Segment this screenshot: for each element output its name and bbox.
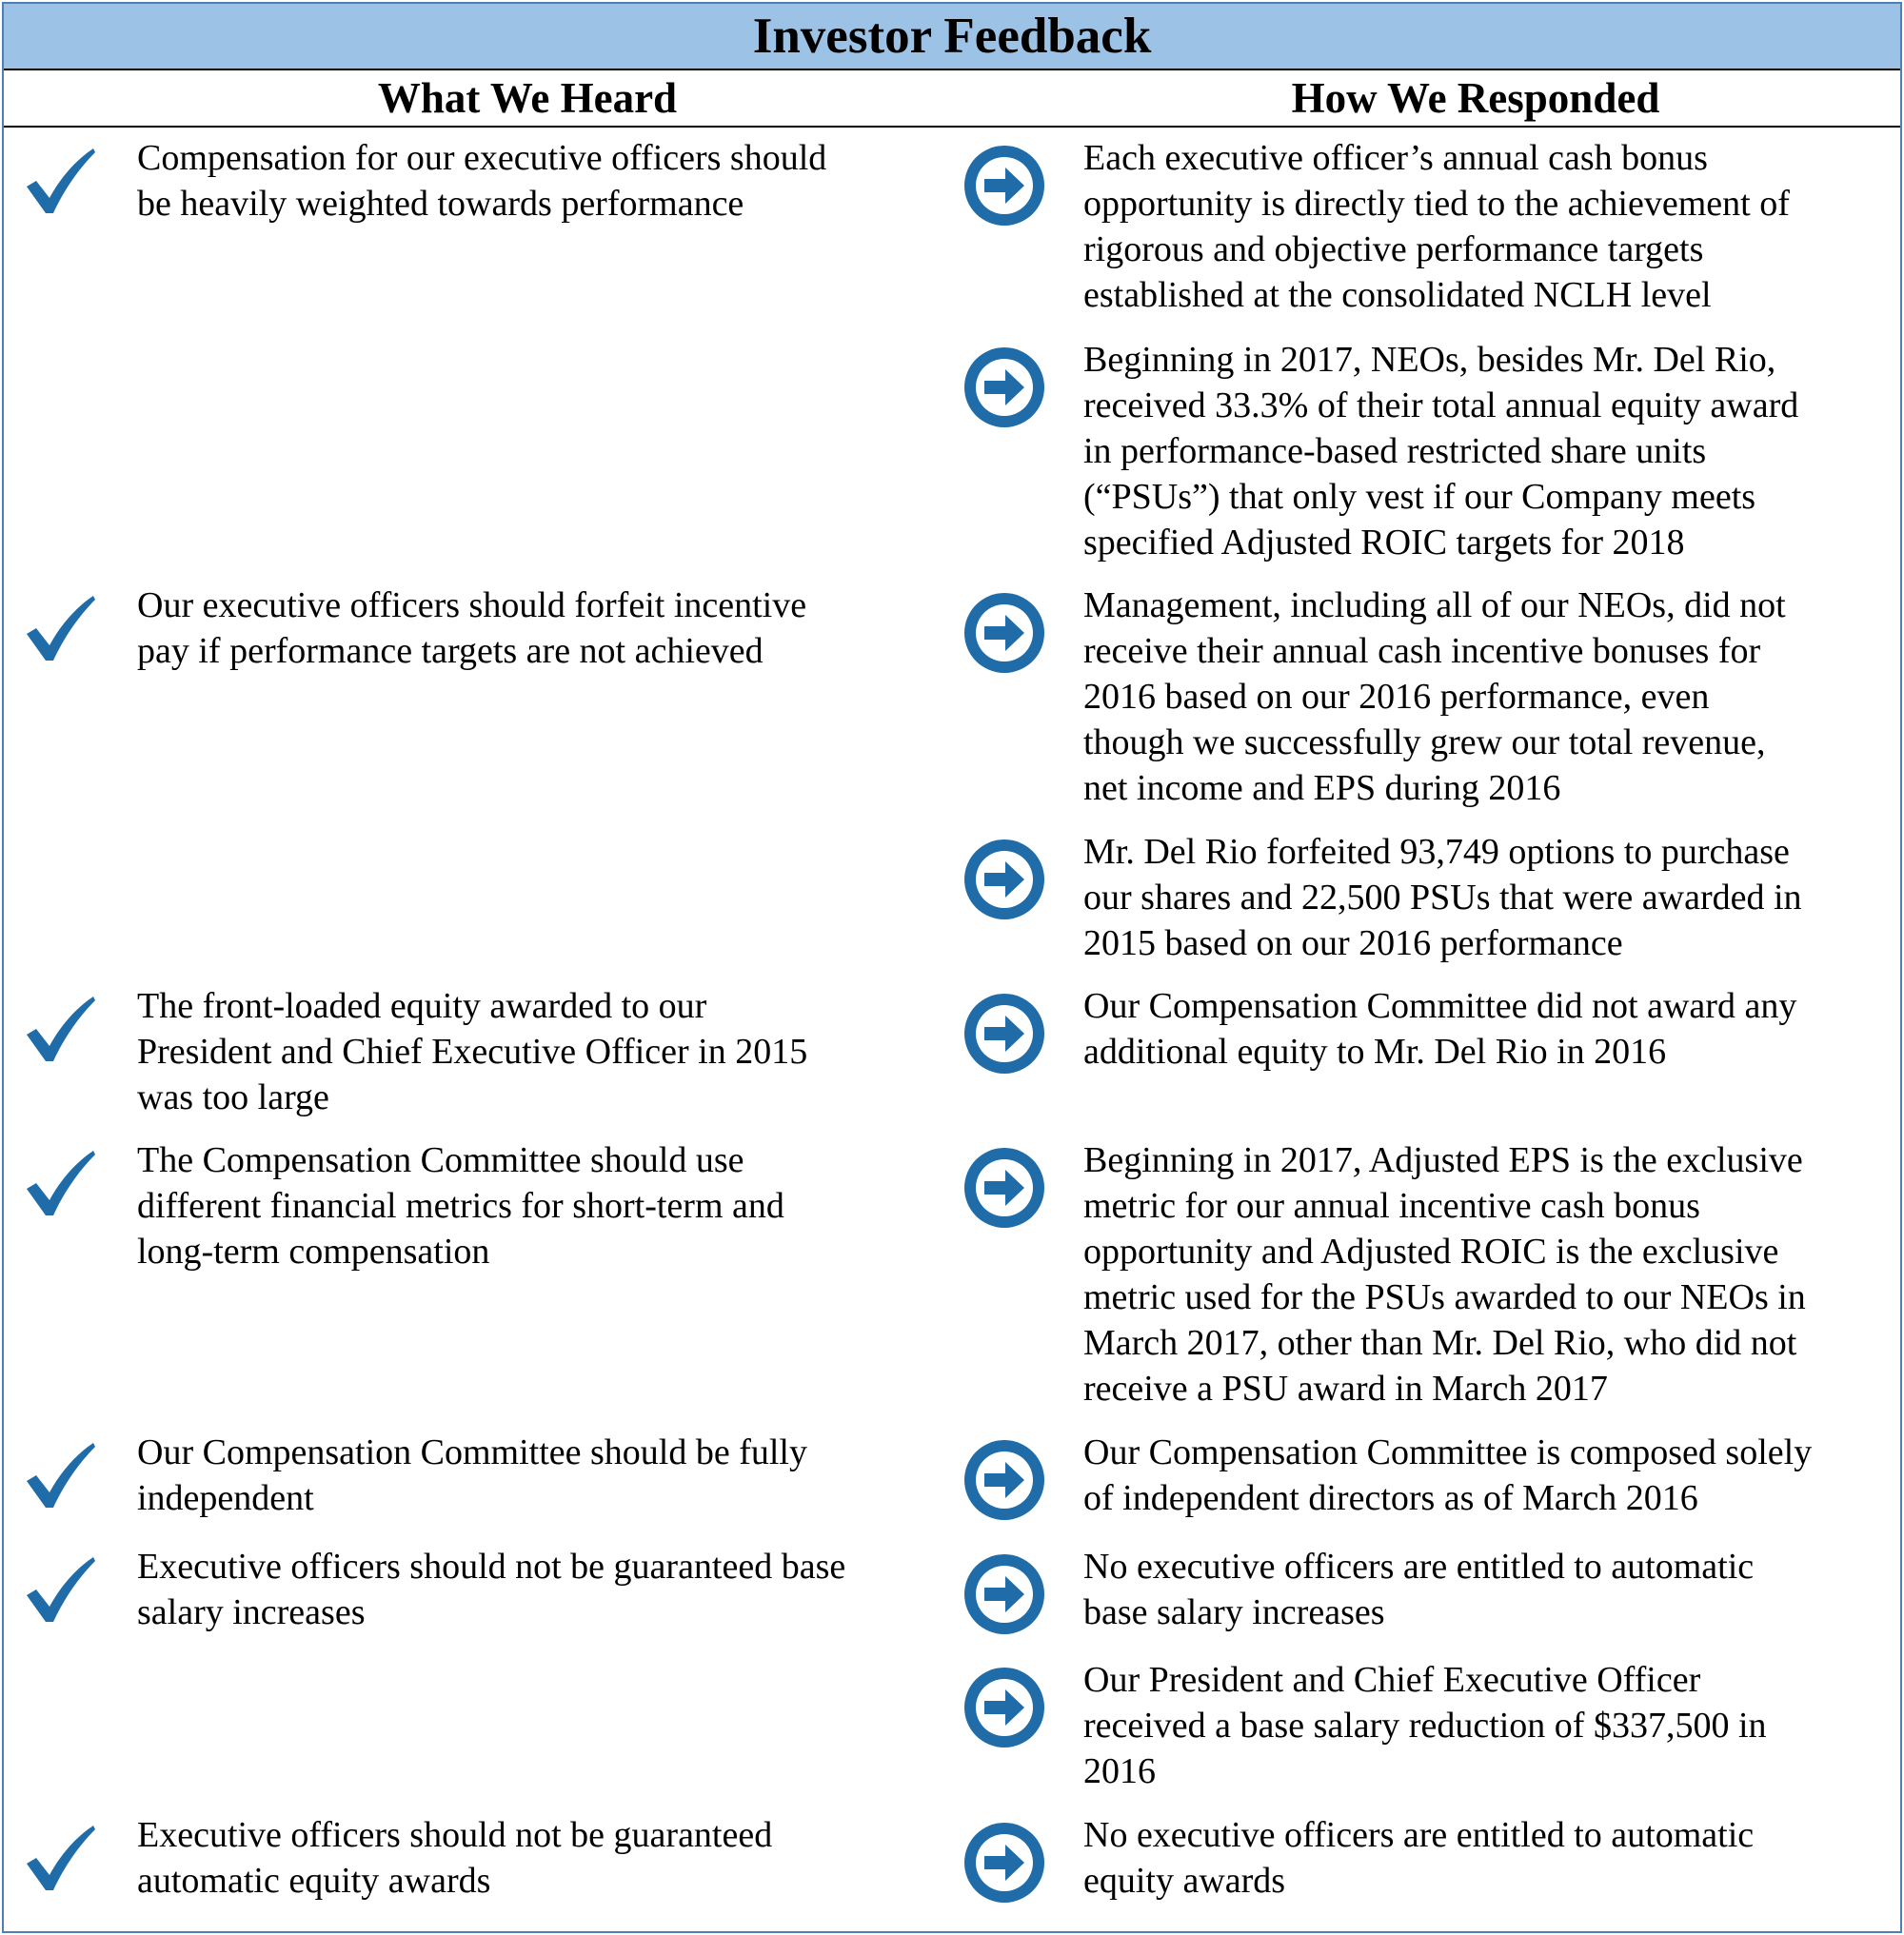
arrow-circle-right-icon — [963, 592, 1045, 674]
column-header-heard: What We Heard — [377, 74, 678, 122]
text-line: net income and EPS during 2016 — [1083, 768, 1561, 808]
response-item — [1083, 582, 1786, 811]
text-line: receive their annual cash incentive bonuses for — [1083, 631, 1761, 671]
text-line: receive a PSU award in March 2017 — [1083, 1369, 1608, 1409]
text-line: received a base salary reduction of $337,500 in — [1083, 1706, 1767, 1746]
heard-item — [137, 1430, 807, 1521]
text-line: Compensation for our executive officers should — [137, 138, 827, 178]
text-line: Our Compensation Committee did not award any — [1083, 986, 1797, 1026]
text-line: though we successfully grew our total revenue, — [1083, 722, 1766, 762]
heard-item — [137, 1544, 845, 1635]
text-line: opportunity and Adjusted ROIC is the exclusive — [1083, 1232, 1779, 1272]
text-line: base salary increases — [1083, 1592, 1385, 1632]
text-line: Our Compensation Committee is composed solely — [1083, 1432, 1813, 1472]
heard-item — [137, 1137, 784, 1274]
text-line: specified Adjusted ROIC targets for 2018 — [1083, 523, 1685, 563]
text-line: long-term compensation — [137, 1232, 490, 1272]
text-line: Executive officers should not be guaranteed — [137, 1815, 773, 1855]
response-item — [1083, 829, 1802, 966]
response-item — [1083, 983, 1796, 1075]
text-line: salary increases — [137, 1592, 366, 1632]
text-line: Our executive officers should forfeit incentive — [137, 585, 807, 625]
heard-item — [137, 135, 826, 227]
text-line: Beginning in 2017, Adjusted EPS is the exclusive — [1083, 1140, 1803, 1180]
response-item — [1083, 1812, 1754, 1904]
text-line: opportunity is directly tied to the achievement of — [1083, 184, 1790, 224]
checkmark-icon — [21, 592, 97, 668]
text-line: Each executive officer’s annual cash bonus — [1083, 138, 1708, 178]
text-line: The Compensation Committee should use — [137, 1140, 744, 1180]
text-line: No executive officers are entitled to automatic — [1083, 1547, 1755, 1587]
arrow-circle-right-icon — [963, 346, 1045, 428]
table-title: Investor Feedback — [4, 4, 1900, 70]
response-item — [1083, 1430, 1812, 1521]
response-item — [1083, 1544, 1754, 1635]
response-item — [1083, 1137, 1806, 1412]
response-item — [1083, 337, 1798, 565]
arrow-circle-right-icon — [963, 1553, 1045, 1635]
arrow-circle-right-icon — [963, 1667, 1045, 1748]
text-line: Our President and Chief Executive Officer — [1083, 1660, 1701, 1700]
arrow-circle-right-icon — [963, 1147, 1045, 1229]
text-line: independent — [137, 1478, 314, 1518]
text-line: 2015 based on our 2016 performance — [1083, 923, 1623, 963]
text-line: automatic equity awards — [137, 1861, 491, 1901]
response-item — [1083, 1657, 1767, 1794]
text-line: No executive officers are entitled to automatic — [1083, 1815, 1755, 1855]
text-line: President and Chief Executive Officer in 2015 — [137, 1032, 808, 1072]
text-line: established at the consolidated NCLH level — [1083, 275, 1712, 315]
text-line: (“PSUs”) that only vest if our Company meets — [1083, 477, 1756, 517]
column-header-responded: How We Responded — [1291, 74, 1660, 122]
response-item — [1083, 135, 1790, 318]
arrow-circle-right-icon — [963, 1439, 1045, 1521]
text-line: was too large — [137, 1077, 329, 1117]
text-line: additional equity to Mr. Del Rio in 2016 — [1083, 1032, 1667, 1072]
text-line: The front-loaded equity awarded to our — [137, 986, 707, 1026]
text-line: of independent directors as of March 2016 — [1083, 1478, 1698, 1518]
text-line: Executive officers should not be guaranteed base — [137, 1547, 846, 1587]
text-line: metric for our annual incentive cash bonus — [1083, 1186, 1700, 1226]
arrow-circle-right-icon — [963, 145, 1045, 227]
arrow-circle-right-icon — [963, 993, 1045, 1075]
text-line: 2016 — [1083, 1751, 1156, 1791]
text-line: in performance-based restricted share units — [1083, 431, 1707, 471]
text-line: Beginning in 2017, NEOs, besides Mr. Del Rio, — [1083, 340, 1776, 380]
text-line: 2016 based on our 2016 performance, even — [1083, 677, 1710, 717]
text-line: Our Compensation Committee should be fully — [137, 1432, 807, 1472]
text-line: different financial metrics for short-term and — [137, 1186, 784, 1226]
checkmark-icon — [21, 145, 97, 221]
text-line: received 33.3% of their total annual equity award — [1083, 385, 1799, 425]
text-line: pay if performance targets are not achieved — [137, 631, 764, 671]
text-line: our shares and 22,500 PSUs that were awarded in — [1083, 878, 1802, 918]
text-line: metric used for the PSUs awarded to our NEOs in — [1083, 1277, 1806, 1317]
heard-item — [137, 1812, 772, 1904]
column-headers — [4, 70, 1900, 128]
arrow-circle-right-icon — [963, 1822, 1045, 1904]
checkmark-icon — [21, 993, 97, 1069]
text-line: Mr. Del Rio forfeited 93,749 options to purchase — [1083, 832, 1790, 872]
text-line: be heavily weighted towards performance — [137, 184, 744, 224]
feedback-table — [2, 2, 1902, 1933]
arrow-circle-right-icon — [963, 839, 1045, 920]
heard-item — [137, 983, 807, 1120]
checkmark-icon — [21, 1439, 97, 1515]
text-line: rigorous and objective performance targets — [1083, 229, 1704, 269]
checkmark-icon — [21, 1822, 97, 1898]
heard-item — [137, 582, 806, 674]
text-line: March 2017, other than Mr. Del Rio, who did not — [1083, 1323, 1797, 1363]
text-line: Management, including all of our NEOs, did not — [1083, 585, 1786, 625]
checkmark-icon — [21, 1147, 97, 1223]
text-line: equity awards — [1083, 1861, 1286, 1901]
checkmark-icon — [21, 1553, 97, 1629]
